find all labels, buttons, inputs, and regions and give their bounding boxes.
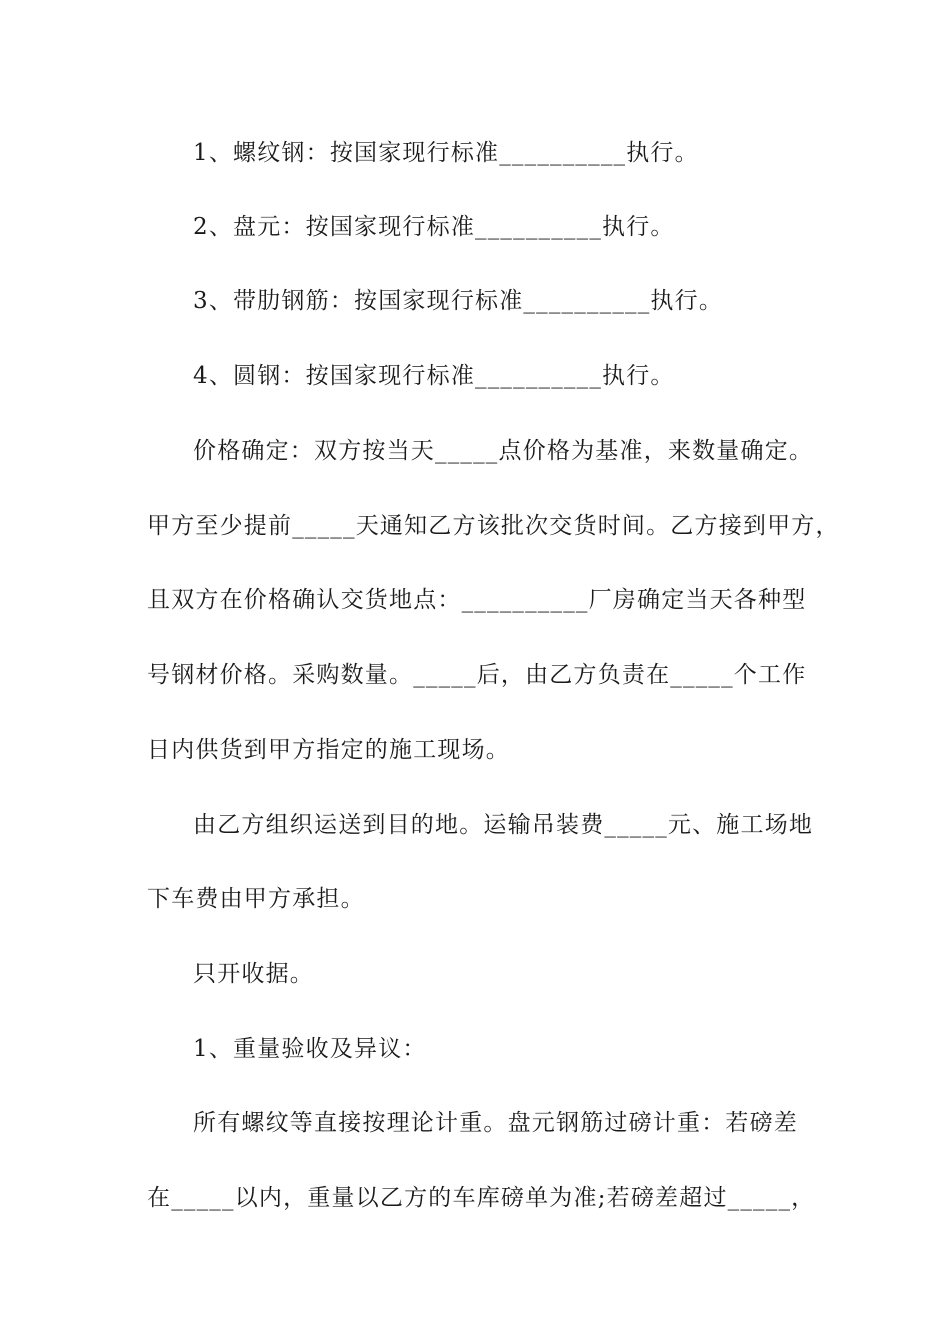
clause-ribbed-bar-standard: 3、带肋钢筋：按国家现行标准__________执行。 xyxy=(193,288,724,314)
price-paragraph-line-2: 甲方至少提前_____天通知乙方该批次交货时间。乙方接到甲方， xyxy=(147,513,840,539)
transport-paragraph-line-2: 下车费由甲方承担。 xyxy=(147,886,365,912)
price-paragraph-line-4: 号钢材价格。采购数量。_____后，由乙方负责在_____个工作 xyxy=(147,662,807,688)
price-paragraph-line-3: 且双方在价格确认交货地点：__________厂房确定当天各种型 xyxy=(147,587,807,613)
price-paragraph-line-5: 日内供货到甲方指定的施工现场。 xyxy=(147,737,510,763)
clause-wire-rod-standard: 2、盘元：按国家现行标准__________执行。 xyxy=(193,214,675,240)
receipt-paragraph: 只开收据。 xyxy=(193,961,314,987)
weight-acceptance-heading: 1、重量验收及异议： xyxy=(193,1036,427,1062)
weight-paragraph-line-1: 所有螺纹等直接按理论计重。盘元钢筋过磅计重：若磅差 xyxy=(193,1110,798,1136)
weight-paragraph-line-2: 在_____以内，重量以乙方的车库磅单为准;若磅差超过_____， xyxy=(147,1185,816,1211)
transport-paragraph-line-1: 由乙方组织运送到目的地。运输吊装费_____元、施工场地 xyxy=(193,812,814,838)
clause-rebar-standard: 1、螺纹钢：按国家现行标准__________执行。 xyxy=(193,140,699,166)
clause-round-bar-standard: 4、圆钢：按国家现行标准__________执行。 xyxy=(193,363,675,389)
price-paragraph-line-1: 价格确定：双方按当天_____点价格为基准，来数量确定。 xyxy=(193,438,814,464)
